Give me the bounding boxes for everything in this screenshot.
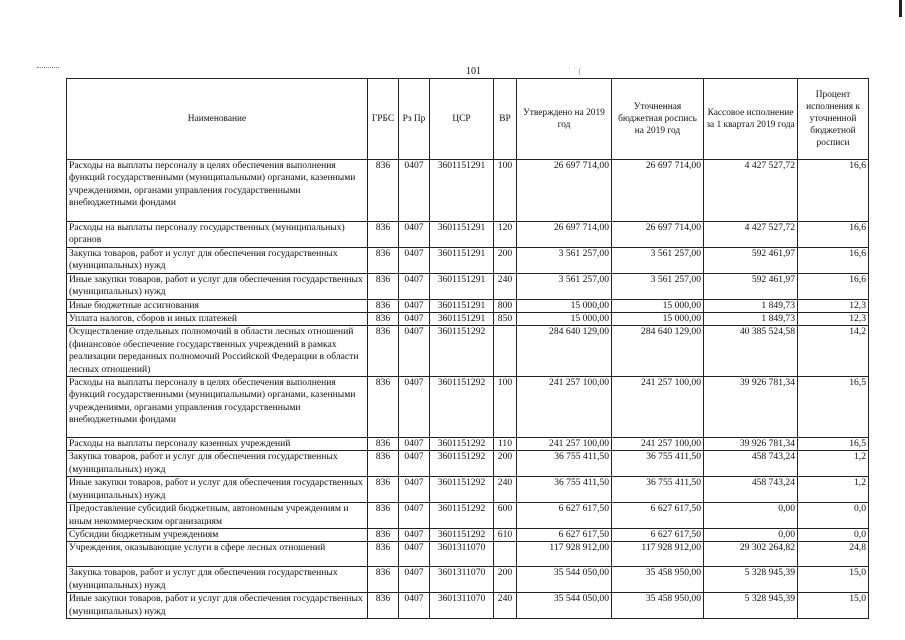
cell-vr: 100 (494, 377, 517, 438)
cell-grbs: 836 (368, 313, 399, 326)
cell-vr: 610 (494, 528, 517, 541)
cell-rz-pr: 0407 (399, 438, 430, 451)
cell-name: Предоставление субсидий бюджетным, автономным учреждениям и иным некоммерческим организациям (67, 503, 368, 529)
cell-vr: 850 (494, 313, 517, 326)
cell-cash: 5 328 945,39 (704, 593, 798, 619)
page-number: 101 (466, 66, 481, 77)
table-row (67, 326, 869, 377)
cell-cash: 0,00 (704, 528, 798, 541)
cell-approved: 35 544 050,00 (517, 567, 612, 593)
table-row (67, 313, 869, 326)
cell-vr: 110 (494, 438, 517, 451)
cell-vr: 200 (494, 451, 517, 477)
scan-specks: ˙ ˙ ( (568, 66, 582, 76)
cell-approved: 26 697 714,00 (517, 160, 612, 222)
cell-vr: 240 (494, 273, 517, 299)
cell-name: Уплата налогов, сборов и иных платежей (67, 313, 368, 326)
cell-refined: 117 928 912,00 (612, 542, 704, 567)
header-percent: Процент исполнения к уточненной бюджетной росписи (798, 79, 869, 160)
cell-grbs: 836 (368, 451, 399, 477)
cell-refined: 26 697 714,00 (612, 160, 704, 222)
cell-cash: 4 427 527,72 (704, 160, 798, 222)
cell-rz-pr: 0407 (399, 528, 430, 541)
cell-refined: 6 627 617,50 (612, 528, 704, 541)
cell-grbs: 836 (368, 593, 399, 619)
cell-rz-pr: 0407 (399, 593, 430, 619)
cell-percent: 0,0 (798, 528, 869, 541)
cell-csr: 3601151292 (430, 377, 494, 438)
cell-vr: 100 (494, 160, 517, 222)
cell-name: Расходы на выплаты персоналу казенных учреждений (67, 438, 368, 451)
cell-rz-pr: 0407 (399, 567, 430, 593)
cell-vr: 800 (494, 299, 517, 312)
cell-grbs: 836 (368, 248, 399, 274)
cell-name: Закупка товаров, работ и услуг для обеспечения государственных (муниципальных) нужд (67, 451, 368, 477)
cell-name: Иные закупки товаров, работ и услуг для обеспечения государственных (муниципальных) нужд (67, 273, 368, 299)
budget-table (66, 78, 869, 619)
cell-cash: 4 427 527,72 (704, 222, 798, 248)
cell-csr: 3601311070 (430, 593, 494, 619)
cell-percent: 12,3 (798, 313, 869, 326)
cell-percent: 14,2 (798, 326, 869, 377)
cell-approved: 3 561 257,00 (517, 248, 612, 274)
cell-vr (494, 326, 517, 377)
table-row (67, 593, 869, 619)
cell-cash: 40 385 524,58 (704, 326, 798, 377)
table-row (67, 248, 869, 274)
cell-rz-pr: 0407 (399, 451, 430, 477)
cell-approved: 15 000,00 (517, 313, 612, 326)
cell-approved: 6 627 617,50 (517, 503, 612, 529)
cell-percent: 16,6 (798, 222, 869, 248)
cell-percent: 1,2 (798, 451, 869, 477)
scan-mark-right (899, 0, 902, 17)
cell-refined: 241 257 100,00 (612, 438, 704, 451)
cell-refined: 3 561 257,00 (612, 273, 704, 299)
cell-percent: 16,5 (798, 438, 869, 451)
table-row (67, 273, 869, 299)
cell-percent: 15,0 (798, 593, 869, 619)
cell-refined: 6 627 617,50 (612, 503, 704, 529)
table-row (67, 528, 869, 541)
cell-percent: 12,3 (798, 299, 869, 312)
cell-rz-pr: 0407 (399, 326, 430, 377)
cell-refined: 35 458 950,00 (612, 567, 704, 593)
cell-refined: 36 755 411,50 (612, 477, 704, 503)
header-grbs: ГРБС (368, 79, 399, 160)
table-row (67, 451, 869, 477)
cell-cash: 0,00 (704, 503, 798, 529)
cell-cash: 5 328 945,39 (704, 567, 798, 593)
cell-percent: 0,0 (798, 503, 869, 529)
cell-rz-pr: 0407 (399, 477, 430, 503)
cell-csr: 3601151291 (430, 313, 494, 326)
cell-cash: 29 302 264,82 (704, 542, 798, 567)
header-vr: ВР (494, 79, 517, 160)
cell-csr: 3601151291 (430, 222, 494, 248)
cell-csr: 3601151291 (430, 273, 494, 299)
cell-refined: 36 755 411,50 (612, 451, 704, 477)
table-row (67, 438, 869, 451)
cell-approved: 26 697 714,00 (517, 222, 612, 248)
cell-cash: 458 743,24 (704, 451, 798, 477)
cell-percent: 15,0 (798, 567, 869, 593)
table-row (67, 542, 869, 567)
cell-grbs: 836 (368, 438, 399, 451)
cell-name: Расходы на выплаты персоналу государственных (муниципальных) органов (67, 222, 368, 248)
cell-csr: 3601151291 (430, 299, 494, 312)
cell-cash: 1 849,73 (704, 313, 798, 326)
cell-percent: 24,8 (798, 542, 869, 567)
cell-vr: 200 (494, 248, 517, 274)
table-row (67, 503, 869, 529)
cell-csr: 3601151292 (430, 477, 494, 503)
cell-csr: 3601151292 (430, 528, 494, 541)
cell-grbs: 836 (368, 503, 399, 529)
cell-approved: 35 544 050,00 (517, 593, 612, 619)
header-approved: Утверждено на 2019 год (517, 79, 612, 160)
cell-name: Субсидии бюджетным учреждениям (67, 528, 368, 541)
cell-approved: 241 257 100,00 (517, 438, 612, 451)
cell-name: Иные закупки товаров, работ и услуг для обеспечения государственных (муниципальных) нужд (67, 593, 368, 619)
cell-rz-pr: 0407 (399, 299, 430, 312)
cell-grbs: 836 (368, 542, 399, 567)
cell-approved: 36 755 411,50 (517, 451, 612, 477)
cell-refined: 35 458 950,00 (612, 593, 704, 619)
cell-csr: 3601151292 (430, 438, 494, 451)
cell-refined: 3 561 257,00 (612, 248, 704, 274)
cell-cash: 39 926 781,34 (704, 438, 798, 451)
table-row (67, 299, 869, 312)
cell-refined: 241 257 100,00 (612, 377, 704, 438)
cell-grbs: 836 (368, 222, 399, 248)
cell-refined: 15 000,00 (612, 313, 704, 326)
cell-percent: 16,5 (798, 377, 869, 438)
cell-grbs: 836 (368, 273, 399, 299)
cell-name: Закупка товаров, работ и услуг для обеспечения государственных (муниципальных) нужд (67, 248, 368, 274)
cell-approved: 3 561 257,00 (517, 273, 612, 299)
cell-name: Иные бюджетные ассигнования (67, 299, 368, 312)
cell-vr: 600 (494, 503, 517, 529)
cell-approved: 6 627 617,50 (517, 528, 612, 541)
cell-approved: 15 000,00 (517, 299, 612, 312)
cell-csr: 3601151291 (430, 160, 494, 222)
table-header-row (67, 79, 869, 160)
cell-grbs: 836 (368, 528, 399, 541)
cell-grbs: 836 (368, 160, 399, 222)
cell-approved: 117 928 912,00 (517, 542, 612, 567)
cell-csr: 3601311070 (430, 542, 494, 567)
table-row (67, 377, 869, 438)
header-csr: ЦСР (430, 79, 494, 160)
cell-rz-pr: 0407 (399, 377, 430, 438)
cell-rz-pr: 0407 (399, 503, 430, 529)
cell-vr: 240 (494, 593, 517, 619)
cell-cash: 592 461,97 (704, 248, 798, 274)
table-row (67, 160, 869, 222)
cell-csr: 3601151292 (430, 451, 494, 477)
header-refined: Уточненная бюджетная роспись на 2019 год (612, 79, 704, 160)
cell-name: Осуществление отдельных полномочий в области лесных отношений (финансовое обеспечение государственных учреждений в рамках реализации переданных полномочий Российской Федерации в области лесных отношений) (67, 326, 368, 377)
cell-vr: 120 (494, 222, 517, 248)
table-row (67, 567, 869, 593)
cell-rz-pr: 0407 (399, 273, 430, 299)
cell-name: Иные закупки товаров, работ и услуг для обеспечения государственных (муниципальных) нужд (67, 477, 368, 503)
cell-refined: 284 640 129,00 (612, 326, 704, 377)
cell-refined: 15 000,00 (612, 299, 704, 312)
cell-rz-pr: 0407 (399, 542, 430, 567)
header-cash: Кассовое исполнение за 1 квартал 2019 года (704, 79, 798, 160)
cell-name: Расходы на выплаты персоналу в целях обеспечения выполнения функций государственными (муниципальными) органами, казенными учреждениями, органами управления государственными внебюджетными фондами (67, 160, 368, 222)
cell-percent: 16,6 (798, 273, 869, 299)
cell-grbs: 836 (368, 326, 399, 377)
header-name: Наименование (67, 79, 368, 160)
cell-csr: 3601311070 (430, 567, 494, 593)
cell-rz-pr: 0407 (399, 313, 430, 326)
cell-percent: 1,2 (798, 477, 869, 503)
cell-csr: 3601151292 (430, 326, 494, 377)
cell-cash: 39 926 781,34 (704, 377, 798, 438)
cell-refined: 26 697 714,00 (612, 222, 704, 248)
cell-grbs: 836 (368, 567, 399, 593)
cell-cash: 592 461,97 (704, 273, 798, 299)
cell-name: Закупка товаров, работ и услуг для обеспечения государственных (муниципальных) нужд (67, 567, 368, 593)
cell-csr: 3601151292 (430, 503, 494, 529)
cell-grbs: 836 (368, 477, 399, 503)
scan-mark-left (37, 67, 59, 68)
cell-csr: 3601151291 (430, 248, 494, 274)
cell-percent: 16,6 (798, 248, 869, 274)
cell-grbs: 836 (368, 299, 399, 312)
table-row (67, 222, 869, 248)
cell-cash: 458 743,24 (704, 477, 798, 503)
cell-percent: 16,6 (798, 160, 869, 222)
cell-vr (494, 542, 517, 567)
cell-cash: 1 849,73 (704, 299, 798, 312)
header-rz-pr: Рз Пр (399, 79, 430, 160)
cell-rz-pr: 0407 (399, 248, 430, 274)
cell-rz-pr: 0407 (399, 160, 430, 222)
table-row (67, 477, 869, 503)
cell-name: Учреждения, оказывающие услуги в сфере лесных отношений (67, 542, 368, 567)
cell-approved: 241 257 100,00 (517, 377, 612, 438)
cell-vr: 200 (494, 567, 517, 593)
cell-vr: 240 (494, 477, 517, 503)
cell-grbs: 836 (368, 377, 399, 438)
cell-approved: 36 755 411,50 (517, 477, 612, 503)
cell-approved: 284 640 129,00 (517, 326, 612, 377)
cell-rz-pr: 0407 (399, 222, 430, 248)
cell-name: Расходы на выплаты персоналу в целях обеспечения выполнения функций государственными (муниципальными) органами, казенными учреждениями, органами управления государственными внебюджетными фондами (67, 377, 368, 438)
